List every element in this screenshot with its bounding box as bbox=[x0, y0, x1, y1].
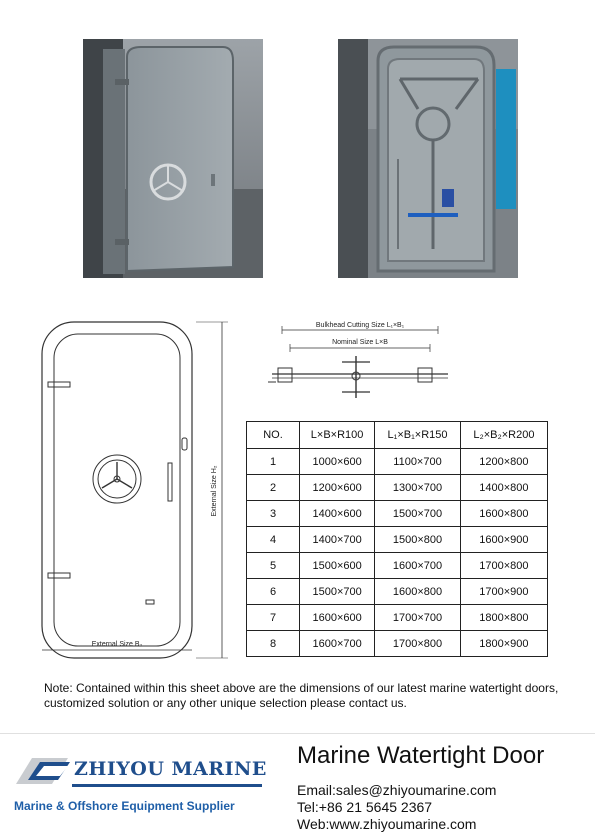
table-row bbox=[247, 631, 548, 657]
table-cell: 7 bbox=[247, 605, 300, 631]
table-cell: 1500×700 bbox=[375, 501, 461, 527]
table-cell: 1600×900 bbox=[460, 527, 547, 553]
table-row bbox=[247, 553, 548, 579]
table-cell: 1000×600 bbox=[300, 449, 375, 475]
table-cell: 1200×800 bbox=[460, 449, 547, 475]
table-cell: 1500×700 bbox=[300, 579, 375, 605]
table-cell: 1700×900 bbox=[460, 579, 547, 605]
table-cell: 1600×800 bbox=[460, 501, 547, 527]
door-front-drawing bbox=[36, 316, 234, 664]
contact-email[interactable]: Email:sales@zhiyoumarine.com bbox=[297, 782, 497, 798]
table-cell: 1700×800 bbox=[375, 631, 461, 657]
table-cell: 5 bbox=[247, 553, 300, 579]
brand-name: ZHIYOU MARINE bbox=[74, 758, 267, 780]
table-cell: 1700×700 bbox=[375, 605, 461, 631]
external-size-h-label: External Size H₂ bbox=[211, 465, 218, 517]
table-row bbox=[247, 527, 548, 553]
table-cell: 1800×900 bbox=[460, 631, 547, 657]
footer-divider bbox=[0, 733, 595, 734]
table-cell: 1700×800 bbox=[460, 553, 547, 579]
table-cell: 1800×800 bbox=[460, 605, 547, 631]
table-cell: 8 bbox=[247, 631, 300, 657]
table-cell: 1100×700 bbox=[375, 449, 461, 475]
table-header: L₁×B₁×R150 bbox=[375, 422, 461, 449]
table-cell: 1 bbox=[247, 449, 300, 475]
table-cell: 4 bbox=[247, 527, 300, 553]
brand-tagline: Marine & Offshore Equipment Supplier bbox=[14, 799, 235, 813]
table-header: L₂×B₂×R200 bbox=[460, 422, 547, 449]
table-header-row bbox=[247, 422, 548, 449]
table-cell: 1500×600 bbox=[300, 553, 375, 579]
contact-web[interactable]: Web:www.zhiyoumarine.com bbox=[297, 816, 477, 832]
table-cell: 1600×600 bbox=[300, 605, 375, 631]
table-row bbox=[247, 475, 548, 501]
table-cell: 6 bbox=[247, 579, 300, 605]
table-cell: 1200×600 bbox=[300, 475, 375, 501]
table-cell: 1400×800 bbox=[460, 475, 547, 501]
table-cell: 1600×700 bbox=[300, 631, 375, 657]
nominal-size-label: Nominal Size L×B bbox=[332, 339, 388, 346]
external-size-b-label: External Size B₂ bbox=[91, 641, 143, 648]
table-row bbox=[247, 605, 548, 631]
table-cell: 1300×700 bbox=[375, 475, 461, 501]
table-header: L×B×R100 bbox=[300, 422, 375, 449]
table-cell: 1600×800 bbox=[375, 579, 461, 605]
note-text: Note: Contained within this sheet above are the dimensions of our latest marine watertight doors, customized solution or any other unique selection please contact us. bbox=[44, 681, 559, 710]
table-cell: 1500×800 bbox=[375, 527, 461, 553]
table-cell: 1400×700 bbox=[300, 527, 375, 553]
product-title: Marine Watertight Door bbox=[297, 742, 545, 769]
table-row bbox=[247, 501, 548, 527]
table-cell: 1600×700 bbox=[375, 553, 461, 579]
door-back-photo bbox=[338, 39, 518, 278]
table-cell: 2 bbox=[247, 475, 300, 501]
table-cell: 1400×600 bbox=[300, 501, 375, 527]
bulkhead-cutting-size-label: Bulkhead Cutting Size L₁×B₁ bbox=[315, 322, 405, 329]
table-cell: 3 bbox=[247, 501, 300, 527]
door-section-drawing bbox=[268, 316, 453, 406]
table-row bbox=[247, 579, 548, 605]
table-header: NO. bbox=[247, 422, 300, 449]
contact-phone: Tel:+86 21 5645 2367 bbox=[297, 799, 433, 815]
table-row bbox=[247, 449, 548, 475]
door-front-photo bbox=[83, 39, 263, 278]
dimensions-table bbox=[246, 421, 548, 657]
